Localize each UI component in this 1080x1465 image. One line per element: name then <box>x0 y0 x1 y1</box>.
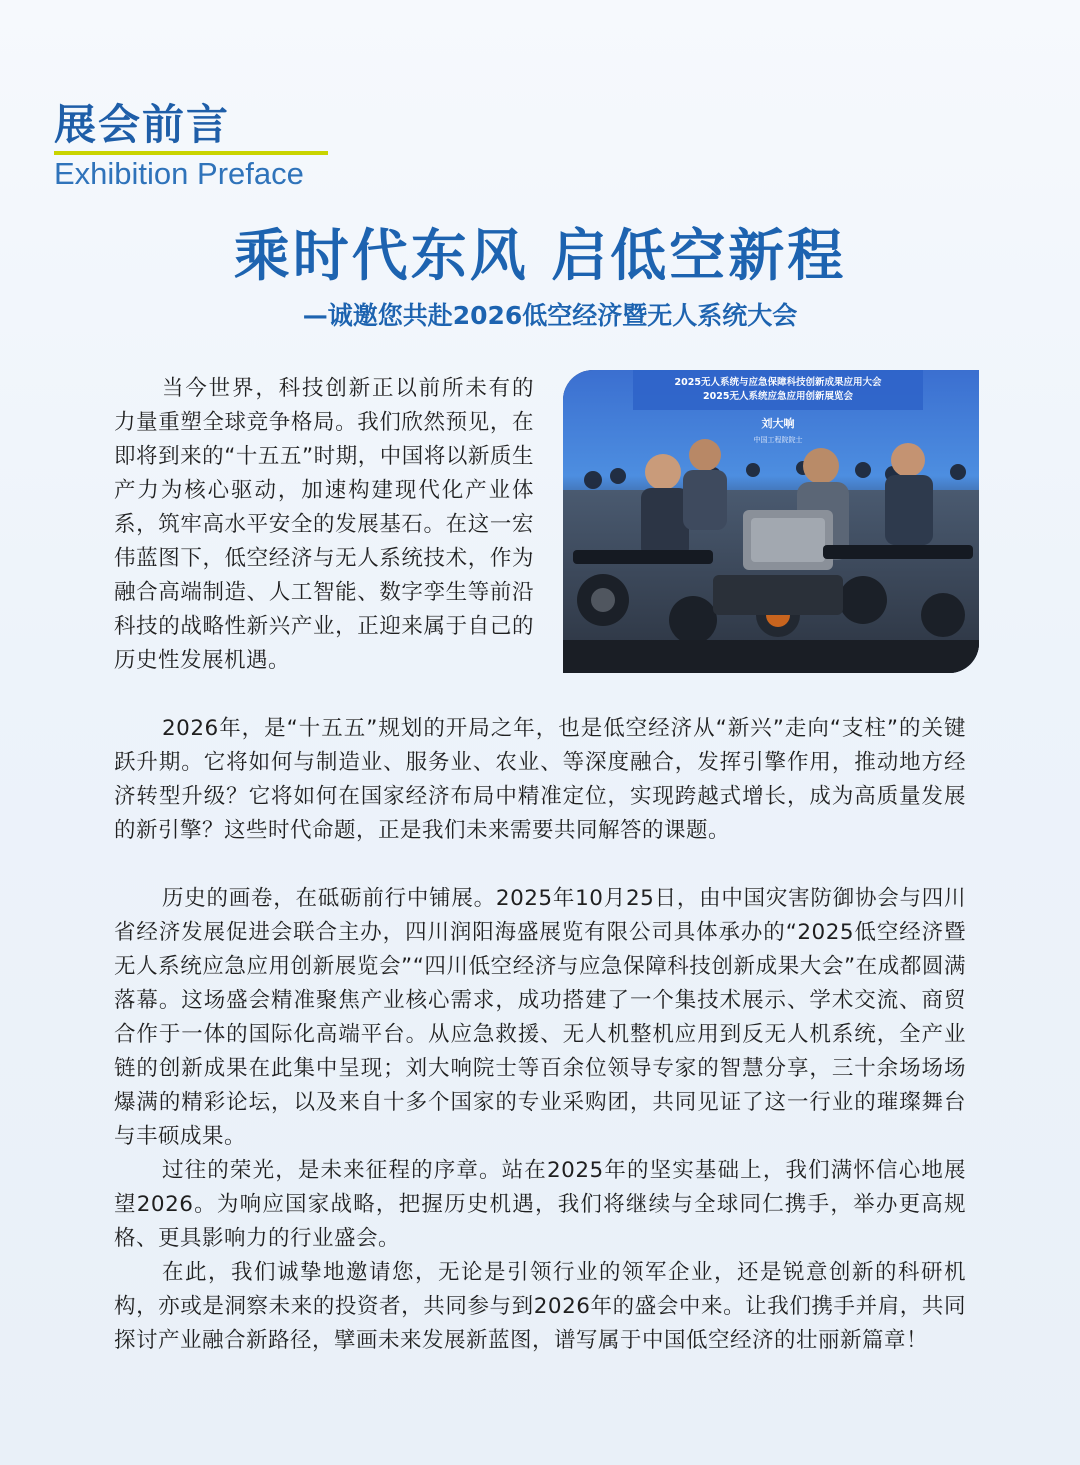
section-title-chinese: 展会前言 <box>54 100 231 149</box>
section-title-english: Exhibition Preface <box>54 156 304 191</box>
paragraph-2: 2026年，是“十五五”规划的开局之年，也是低空经济从“新兴”走向“支柱”的关键跃升期。它将如何与制造业、服务业、农业、等深度融合，发挥引擎作用，推动地方经济转型升级？它将如何在国家经济布局中精准定位，实现跨越式增长，成为高质量发展的新引擎？这些时代命题，正是我们未来需要共同解答的课题。 <box>114 716 966 843</box>
paragraph-5: 在此，我们诚挚地邀请您，无论是引领行业的领军企业，还是锐意创新的科研机构，亦或是洞察未来的投资者，共同参与到2026年的盛会中来。让我们携手并肩，共同探讨产业融合新路径，擘画未来发展新蓝图，谱写属于中国低空经济的壮丽新篇章！ <box>114 1260 966 1353</box>
photo-speaker-title: 中国工程院院士 <box>753 436 803 444</box>
photo-banner-line2: 2025无人系统应急应用创新展览会 <box>703 391 853 402</box>
paragraph-4: 过往的荣光，是未来征程的序章。站在2025年的坚实基础上，我们满怀信心地展望2026。为响应国家战略，把握历史机遇，我们将继续与全球同仁携手，举办更高规格、更具影响力的行业盛会。 <box>114 1158 966 1251</box>
photo-banner-line1: 2025无人系统与应急保障科技创新成果应用大会 <box>674 377 882 388</box>
subtitle: —诚邀您共赴2026低空经济暨无人系统大会 <box>302 301 798 330</box>
main-title: 乘时代东风 启低空新程 <box>233 224 847 289</box>
exhibition-photo <box>563 370 979 673</box>
paragraph-1: 当今世界，科技创新正以前所未有的力量重塑全球竞争格局。我们欣然预见，在即将到来的“十五五”时期，中国将以新质生产力为核心驱动，加速构建现代化产业体系，筑牢高水平安全的发展基石。在这一宏伟蓝图下，低空经济与无人系统技术，作为融合高端制造、人工智能、数字孪生等前沿科技的战略性新兴产业，正迎来属于自己的历史性发展机遇。 <box>114 376 534 673</box>
paragraph-3: 历史的画卷，在砥砺前行中铺展。2025年10月25日，由中国灾害防御协会与四川省经济发展促进会联合主办，四川润阳海盛展览有限公司具体承办的“2025低空经济暨无人系统应急应用创新展览会”“四川低空经济与应急保障科技创新成果大会”在成都圆满落幕。这场盛会精准聚焦产业核心需求，成功搭建了一个集技术展示、学术交流、商贸合作于一体的国际化高端平台。从应急救援、无人机整机应用到反无人机系统，全产业链的创新成果在此集中呈现；刘大响院士等百余位领导专家的智慧分享，三十余场场场爆满的精彩论坛，以及来自十多个国家的专业采购团，共同见证了这一行业的璀璨舞台与丰硕成果。 <box>114 886 966 1149</box>
photo-speaker-name: 刘大响 <box>761 417 795 430</box>
